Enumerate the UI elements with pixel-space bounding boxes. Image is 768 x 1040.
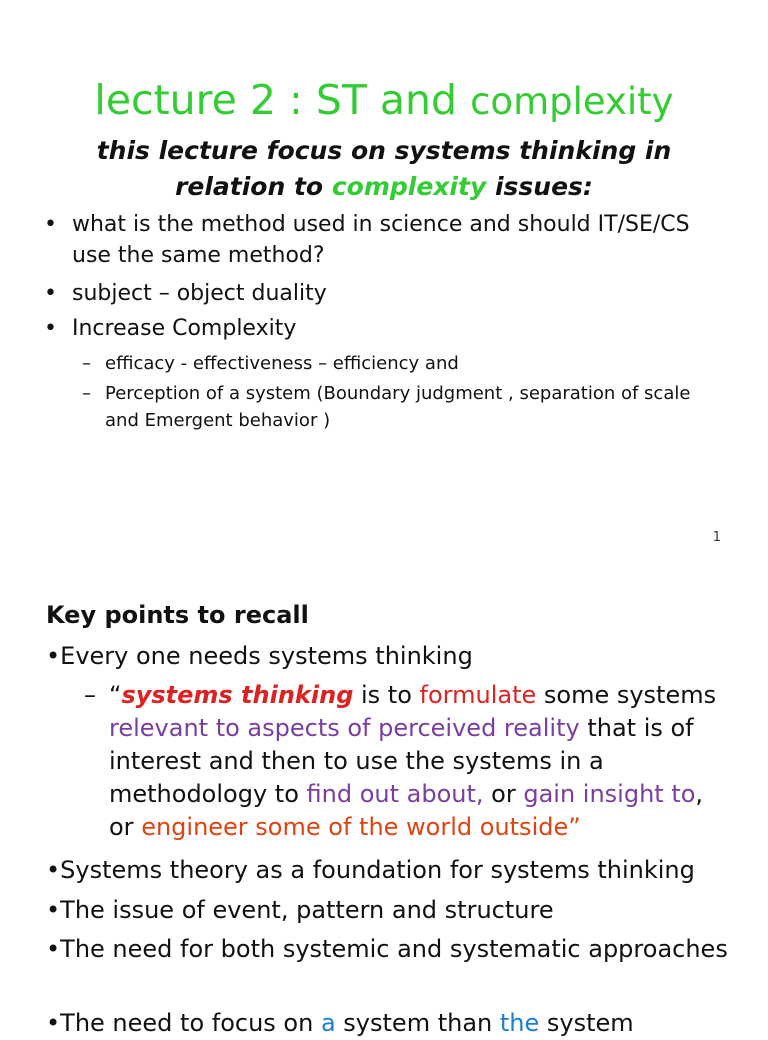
quote-text-part: or — [483, 780, 524, 808]
dash-mark: – — [84, 681, 96, 709]
key-points-heading: Key points to recall — [46, 601, 309, 629]
bullet-text: subject – object duality — [72, 281, 327, 306]
title-tail: complexity — [470, 80, 674, 123]
quote-text-part: some systems — [536, 681, 717, 709]
sub-bullet-item — [82, 350, 722, 377]
bullet-mark: • — [44, 316, 57, 341]
key-point-item: •Every one needs systems thinking — [46, 642, 473, 670]
subtitle-post: issues: — [486, 172, 593, 201]
quote-find-out: find out about, — [306, 780, 484, 808]
open-quote: “ — [109, 681, 122, 709]
quote-text-part: that is of interest and then to use the systems in a methodology to — [109, 714, 694, 808]
sub-bullet-item — [82, 380, 722, 434]
quote-text-part: is to — [353, 681, 420, 709]
quote-block — [84, 679, 734, 844]
key-point-item: •The issue of event, pattern and structure — [46, 896, 554, 924]
page-number: 1 — [712, 530, 721, 545]
key-point-item: •Systems theory as a foundation for systems thinking — [46, 856, 695, 884]
key-point-text-part: •The need to focus on — [46, 1009, 321, 1037]
bullet-mark: • — [44, 281, 57, 306]
key-point-a: a — [320, 1009, 336, 1037]
sub-bullet-text: efficacy - effectiveness – efficiency and — [105, 353, 459, 374]
title-main: lecture 2 : ST and — [94, 76, 471, 124]
slide-2 — [0, 560, 768, 1037]
slide-subtitle — [60, 133, 708, 205]
bullet-text: Increase Complexity — [72, 316, 297, 341]
key-point-the: the — [499, 1009, 540, 1037]
quote-gain-insight: gain insight to — [523, 780, 696, 808]
subtitle-highlight: complexity — [331, 172, 487, 201]
quote-text-part: , or — [109, 780, 704, 841]
slide-title — [0, 76, 768, 126]
bullet-mark: • — [44, 212, 57, 237]
sub-bullet-text: Perception of a system (Boundary judgment , separation of scale and Emergent behavior ) — [105, 383, 691, 431]
key-point-text-part: system than — [335, 1009, 500, 1037]
dash-mark: – — [82, 383, 91, 404]
bullet-text: what is the method used in science and should IT/SE/CS use the same method? — [72, 212, 690, 268]
quote-engineer: engineer some of the world outside” — [141, 813, 581, 841]
quote-text — [109, 679, 734, 844]
quote-relevant: relevant to aspects of perceived reality — [109, 714, 580, 742]
quote-term: systems thinking — [121, 681, 354, 709]
subtitle-pre: this lecture focus on systems thinking in relation to — [96, 136, 672, 201]
bullet-item — [44, 209, 724, 271]
key-point-item: •The need for both systemic and systematic approaches — [46, 935, 728, 963]
dash-mark: – — [82, 353, 91, 374]
quote-formulate: formulate — [419, 681, 537, 709]
key-point-text-part: system — [539, 1009, 634, 1037]
bullet-item — [44, 278, 724, 309]
bullet-item — [44, 313, 724, 344]
